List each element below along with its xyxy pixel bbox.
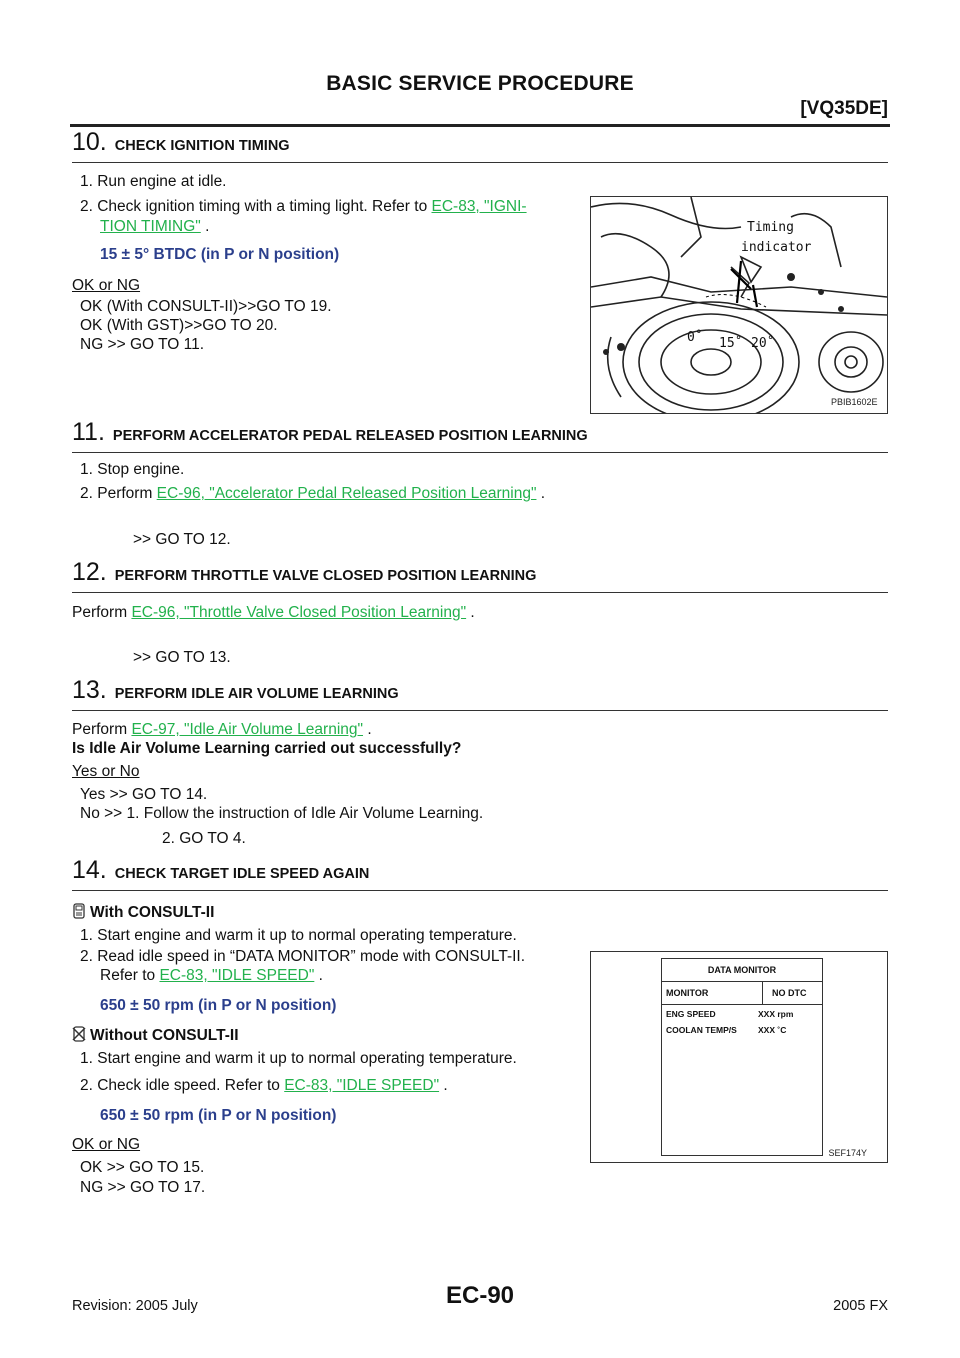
row-label: COOLAN TEMP/S [666, 1025, 737, 1035]
step-12-heading [72, 558, 888, 593]
link-idle-speed-1[interactable]: EC-83, "IDLE SPEED" [159, 967, 315, 984]
result-no: No >> 1. Follow the instruction of Idle Air Volume Learning. [80, 805, 484, 822]
result-ng-2: NG >> GO TO 17. [80, 1179, 206, 1196]
spec-idle-speed-1: 650 ± 50 rpm (in P or N position) [100, 997, 337, 1014]
result-ok-gst: OK (With GST)>>GO TO 20. [80, 317, 278, 334]
page-number: EC-90 [445, 1282, 515, 1309]
row-value: XXX rpm [758, 1009, 794, 1019]
step-10-line-2 [80, 197, 527, 217]
step-11-line-1: 1. Stop engine. [80, 461, 185, 478]
spec-ignition-timing: 15 ± 5° BTDC (in P or N position) [100, 246, 340, 263]
step-10-line-1: 1. Run engine at idle. [80, 173, 227, 190]
step-14-without-line-2 [80, 1076, 448, 1096]
step-number: 14. [72, 856, 107, 884]
footer-model: 2005 FX [833, 1298, 888, 1314]
link-ignition-timing-cont[interactable]: TION TIMING" [100, 218, 201, 235]
step-14-with-line-2: 2. Read idle speed in “DATA MONITOR” mode with CONSULT-II. [80, 948, 526, 965]
result-ok: OK >> GO TO 15. [80, 1159, 205, 1176]
link-accel-pedal-learning[interactable]: EC-96, "Accelerator Pedal Released Position Learning" [156, 485, 537, 502]
text: Perform [72, 604, 132, 621]
step-number: 10. [72, 128, 107, 156]
link-throttle-valve-learning[interactable]: EC-96, "Throttle Valve Closed Position Learning" [131, 604, 467, 621]
footer-revision: Revision: 2005 July [72, 1298, 198, 1314]
ok-or-ng-label: OK or NG [72, 277, 141, 294]
link-ignition-timing[interactable]: EC-83, "IGNI- [431, 198, 527, 215]
degree-15-label: 15˚ [719, 336, 743, 351]
step-14-without-line-1: 1. Start engine and warm it up to normal operating temperature. [80, 1050, 517, 1067]
step-13-question: Is Idle Air Volume Learning carried out successfully? [72, 740, 462, 757]
text: Perform [72, 721, 132, 738]
step-10-line-2b [100, 217, 209, 237]
step-title: CHECK IGNITION TIMING [114, 138, 290, 154]
text: With CONSULT-II [90, 904, 215, 921]
header-rule [70, 124, 890, 127]
text: Refer to [100, 967, 160, 984]
timing-illustration [591, 197, 887, 413]
spec-idle-speed-2: 650 ± 50 rpm (in P or N position) [100, 1107, 337, 1124]
data-monitor-figure [590, 951, 888, 1163]
column-divider [762, 982, 763, 1004]
result-yes: Yes >> GO TO 14. [80, 786, 208, 803]
step-11-line-2 [80, 484, 545, 504]
page-title: BASIC SERVICE PROCEDURE [326, 72, 634, 95]
text: . [200, 218, 210, 235]
ok-or-ng-label-2: OK or NG [72, 1136, 141, 1153]
step-14-with-line-1: 1. Start engine and warm it up to normal operating temperature. [80, 927, 517, 944]
step-title: PERFORM THROTTLE VALVE CLOSED POSITION LEARNING [114, 568, 537, 584]
text: . [363, 721, 372, 738]
text: . [439, 1077, 448, 1094]
degree-20-label: 20˚ [751, 336, 775, 351]
figure-code: PBIB1602E [831, 397, 878, 407]
step-14-heading [72, 856, 888, 891]
monitor-row-eng-speed [662, 1009, 822, 1025]
row-value: XXX ˚C [758, 1025, 787, 1035]
step-11-heading [72, 418, 888, 453]
text: Without CONSULT-II [90, 1027, 239, 1044]
monitor-header-row [662, 982, 822, 1005]
step-12-goto: >> GO TO 13. [133, 649, 231, 666]
figure-code: SEF174Y [828, 1148, 867, 1158]
step-number: 11. [72, 418, 105, 446]
monitor-screen [661, 958, 823, 1156]
timing-label-2: indicator [741, 240, 812, 255]
step-11-goto: >> GO TO 12. [133, 531, 231, 548]
timing-label-1: Timing [747, 220, 794, 235]
text: . [314, 967, 323, 984]
no-consult-icon [72, 1026, 86, 1042]
text: 2. Perform [80, 485, 157, 502]
step-number: 12. [72, 558, 107, 586]
result-no-step-2: 2. GO TO 4. [162, 830, 246, 847]
result-ng: NG >> GO TO 11. [80, 336, 205, 353]
step-title: PERFORM ACCELERATOR PEDAL RELEASED POSITION LEARNING [112, 428, 588, 444]
link-idle-air-volume-learning[interactable]: EC-97, "Idle Air Volume Learning" [131, 721, 364, 738]
monitor-title: DATA MONITOR [662, 959, 822, 982]
yes-or-no-label: Yes or No [72, 763, 140, 780]
step-title: CHECK TARGET IDLE SPEED AGAIN [114, 866, 370, 882]
row-label: ENG SPEED [666, 1009, 716, 1019]
step-13-heading [72, 676, 888, 711]
with-consult-label [72, 903, 214, 923]
monitor-row-coolant-temp [662, 1025, 822, 1041]
consult-device-icon [72, 903, 86, 919]
without-consult-label [72, 1026, 239, 1046]
monitor-column: MONITOR [666, 988, 709, 998]
text: 2. Check idle speed. Refer to [80, 1077, 285, 1094]
step-title: PERFORM IDLE AIR VOLUME LEARNING [114, 686, 399, 702]
text: . [466, 604, 475, 621]
timing-figure [590, 196, 888, 414]
text: . [536, 485, 546, 502]
step-12-line-1 [72, 603, 475, 623]
engine-code: [VQ35DE] [800, 98, 888, 119]
text: 2. Check ignition timing with a timing light. Refer to [80, 198, 432, 215]
step-number: 13. [72, 676, 107, 704]
degree-0-label: 0˚ [687, 330, 703, 345]
no-dtc-column: NO DTC [772, 988, 807, 998]
step-13-line-1 [72, 720, 372, 740]
step-10-heading [72, 128, 888, 163]
step-14-with-line-3 [100, 966, 323, 986]
result-ok-consult: OK (With CONSULT-II)>>GO TO 19. [80, 298, 332, 315]
link-idle-speed-2[interactable]: EC-83, "IDLE SPEED" [284, 1077, 440, 1094]
